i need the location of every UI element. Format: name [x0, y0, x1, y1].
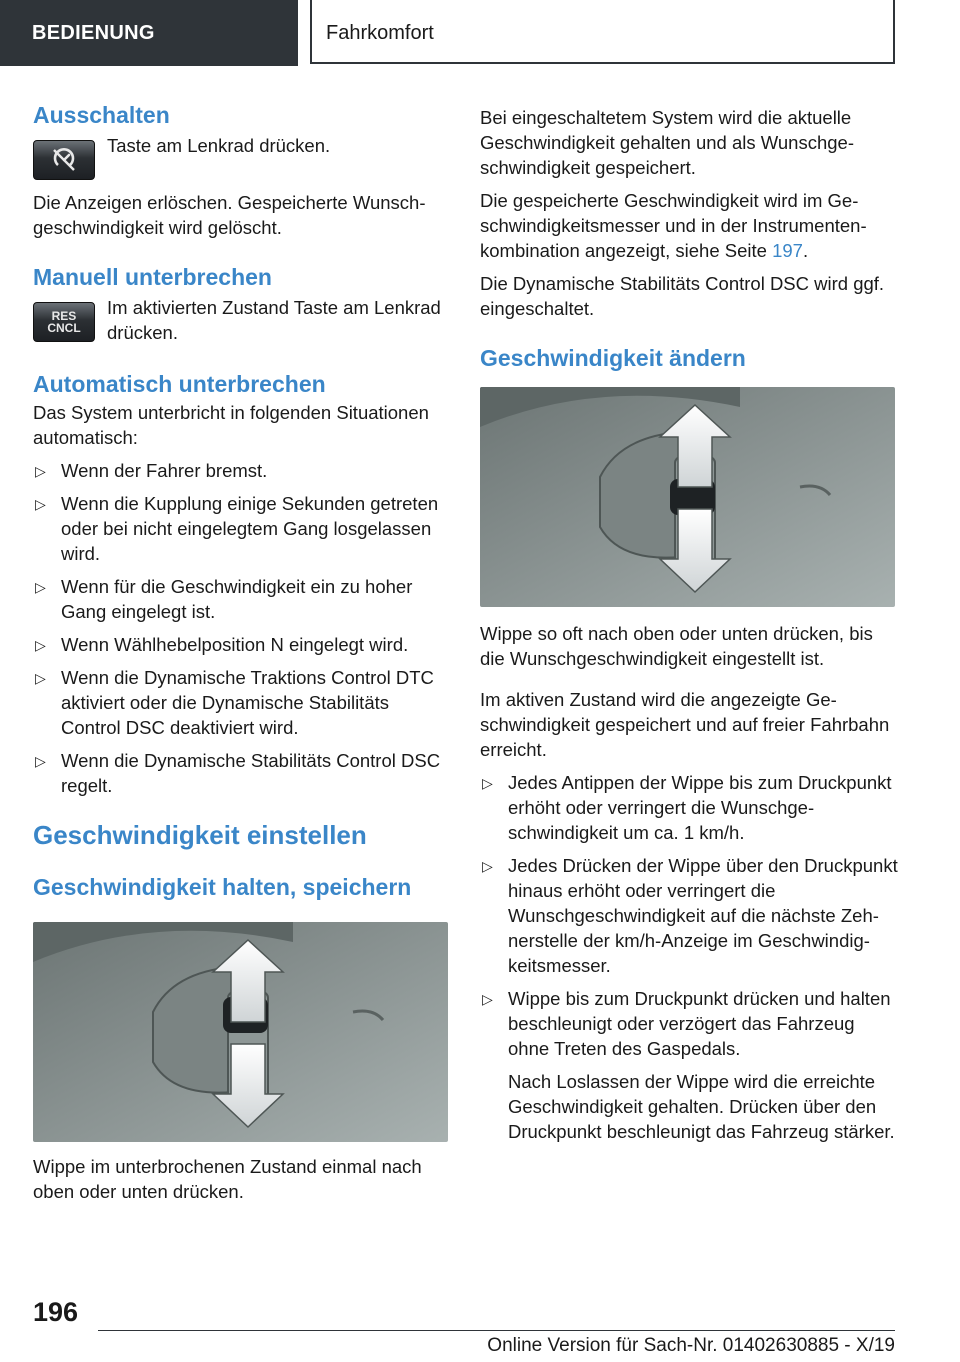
bullet-triangle-icon: ▷: [482, 775, 493, 791]
page-number: 196: [33, 1297, 79, 1327]
footer-divider: [98, 1330, 895, 1331]
list-item-note: Nach Loslassen der Wippe wird die erreichte Geschwindigkeit gehalten. Drücken über den Druckpunkt beschleunigt das Fahrzeug stärker.: [508, 1071, 895, 1142]
footer-version-text: Online Version für Sach-Nr. 01402630885 - X/19: [487, 1335, 895, 1356]
key-row-off: [33, 135, 448, 180]
key-label-cncl: CNCL: [47, 321, 81, 335]
heading-manuell: Manuell unterbrechen: [33, 264, 272, 290]
heading-einstellen: Geschwindigkeit einstellen: [33, 820, 367, 850]
key-text-off: Taste am Lenkrad drücken.: [107, 135, 331, 156]
steering-wheel-rocker-image-2: [480, 387, 895, 607]
bullet-triangle-icon: ▷: [35, 670, 46, 686]
bullet-triangle-icon: ▷: [35, 579, 46, 595]
list-item: ▷ Wenn für die Geschwindigkeit ein zu hoher Gang eingelegt ist.: [35, 576, 413, 622]
list-aendern: [480, 770, 898, 1144]
para-right-5: Im aktiven Zustand wird die angezeigte Geschwindigkeit gespeichert und auf freier Fahrbahn erreicht.: [480, 689, 890, 760]
bullet-triangle-icon: ▷: [35, 637, 46, 653]
key-label-res: RES: [51, 309, 77, 323]
key-row-res: [33, 297, 448, 345]
cruise-off-button-icon: [33, 140, 95, 180]
para-right-2: Die gespeicherte Geschwindigkeit wird im Geschwindigkeitsmesser und in der Instrumentenkombination angezeigt, siehe Seite 197.: [480, 190, 867, 261]
bullet-triangle-icon: ▷: [35, 496, 46, 512]
bullet-triangle-icon: ▷: [35, 753, 46, 769]
heading-ausschalten: Ausschalten: [33, 102, 170, 128]
left-column: [33, 98, 448, 1204]
section-tab: BEDIENUNG: [0, 0, 298, 66]
para-right-4: Wippe so oft nach oben oder unten drücken, bis die Wunschgeschwindigkeit eingestellt ist.: [480, 623, 873, 669]
page-link-197[interactable]: 197: [772, 240, 803, 261]
list-item: ▷ Jedes Drücken der Wippe über den Druckpunkt hinaus erhöht oder verringert die Wunschgeschwindigkeit auf die nächste Zehnerstelle der km/h-Anzeige im Geschwindigkeitsmesser.: [482, 855, 898, 976]
res-cncl-button-icon: [33, 302, 95, 342]
para-off: Die Anzeigen erlöschen. Gespeicherte Wunschgeschwindigkeit wird gelöscht.: [33, 192, 426, 238]
list-automatisch: [33, 458, 448, 798]
right-column: [480, 105, 898, 1144]
list-item: ▷ Jedes Antippen der Wippe bis zum Druckpunkt erhöht oder verringert die Wunschgeschwindigkeit um ca. 1 km/h.: [482, 772, 892, 843]
bullet-triangle-icon: ▷: [35, 463, 46, 479]
list-item: ▷ Wenn die Dynamische Stabilitäts Control DSC regelt.: [35, 750, 441, 796]
key-text-res: Im aktivierten Zustand Taste am Lenkrad drücken.: [107, 297, 441, 343]
bullet-triangle-icon: ▷: [482, 991, 493, 1007]
heading-aendern: Geschwindigkeit ändern: [480, 345, 746, 371]
list-item: ▷ Wenn die Dynamische Traktions Control DTC aktiviert oder die Dynamische Stabilitäts Control DSC deaktiviert wird.: [35, 667, 434, 738]
list-item: ▷ Wenn die Kupplung einige Sekunden getreten oder bei nicht eingelegtem Gang losgelassen wird.: [35, 493, 439, 564]
para-right-1: Bei eingeschaltetem System wird die aktuelle Geschwindigkeit gehalten und als Wunschgeschwindigkeit gespeichert.: [480, 107, 855, 178]
heading-automatisch: Automatisch unterbrechen: [33, 371, 326, 397]
para-right-3: Die Dynamische Stabilitäts Control DSC wird ggf. eingeschaltet.: [480, 273, 885, 319]
heading-halten: Geschwindigkeit halten, speichern: [33, 874, 412, 900]
list-item: ▷ Wippe bis zum Druckpunkt drücken und halten beschleunigt oder verzögert das Fahrzeug ohne Treten des Gaspedals. Nach Loslassen der Wippe wird die erreichte Geschwindigkeit gehalten. Drücken über den Druckpunkt beschleunigt das Fahrzeug stärker.: [480, 986, 898, 1144]
chapter-tab: Fahrkomfort: [310, 0, 895, 64]
steering-wheel-rocker-image: [33, 922, 448, 1142]
list-item: ▷ Wenn der Fahrer bremst.: [33, 458, 448, 483]
image-caption-left: Wippe im unterbrochenen Zustand einmal nach oben oder unten drücken.: [33, 1156, 422, 1202]
bullet-triangle-icon: ▷: [482, 858, 493, 874]
para-automatisch-intro: Das System unterbricht in folgenden Situationen automatisch:: [33, 402, 429, 448]
list-item: ▷ Wenn Wählhebelposition N eingelegt wird.: [33, 632, 448, 657]
page-header: [0, 0, 960, 66]
